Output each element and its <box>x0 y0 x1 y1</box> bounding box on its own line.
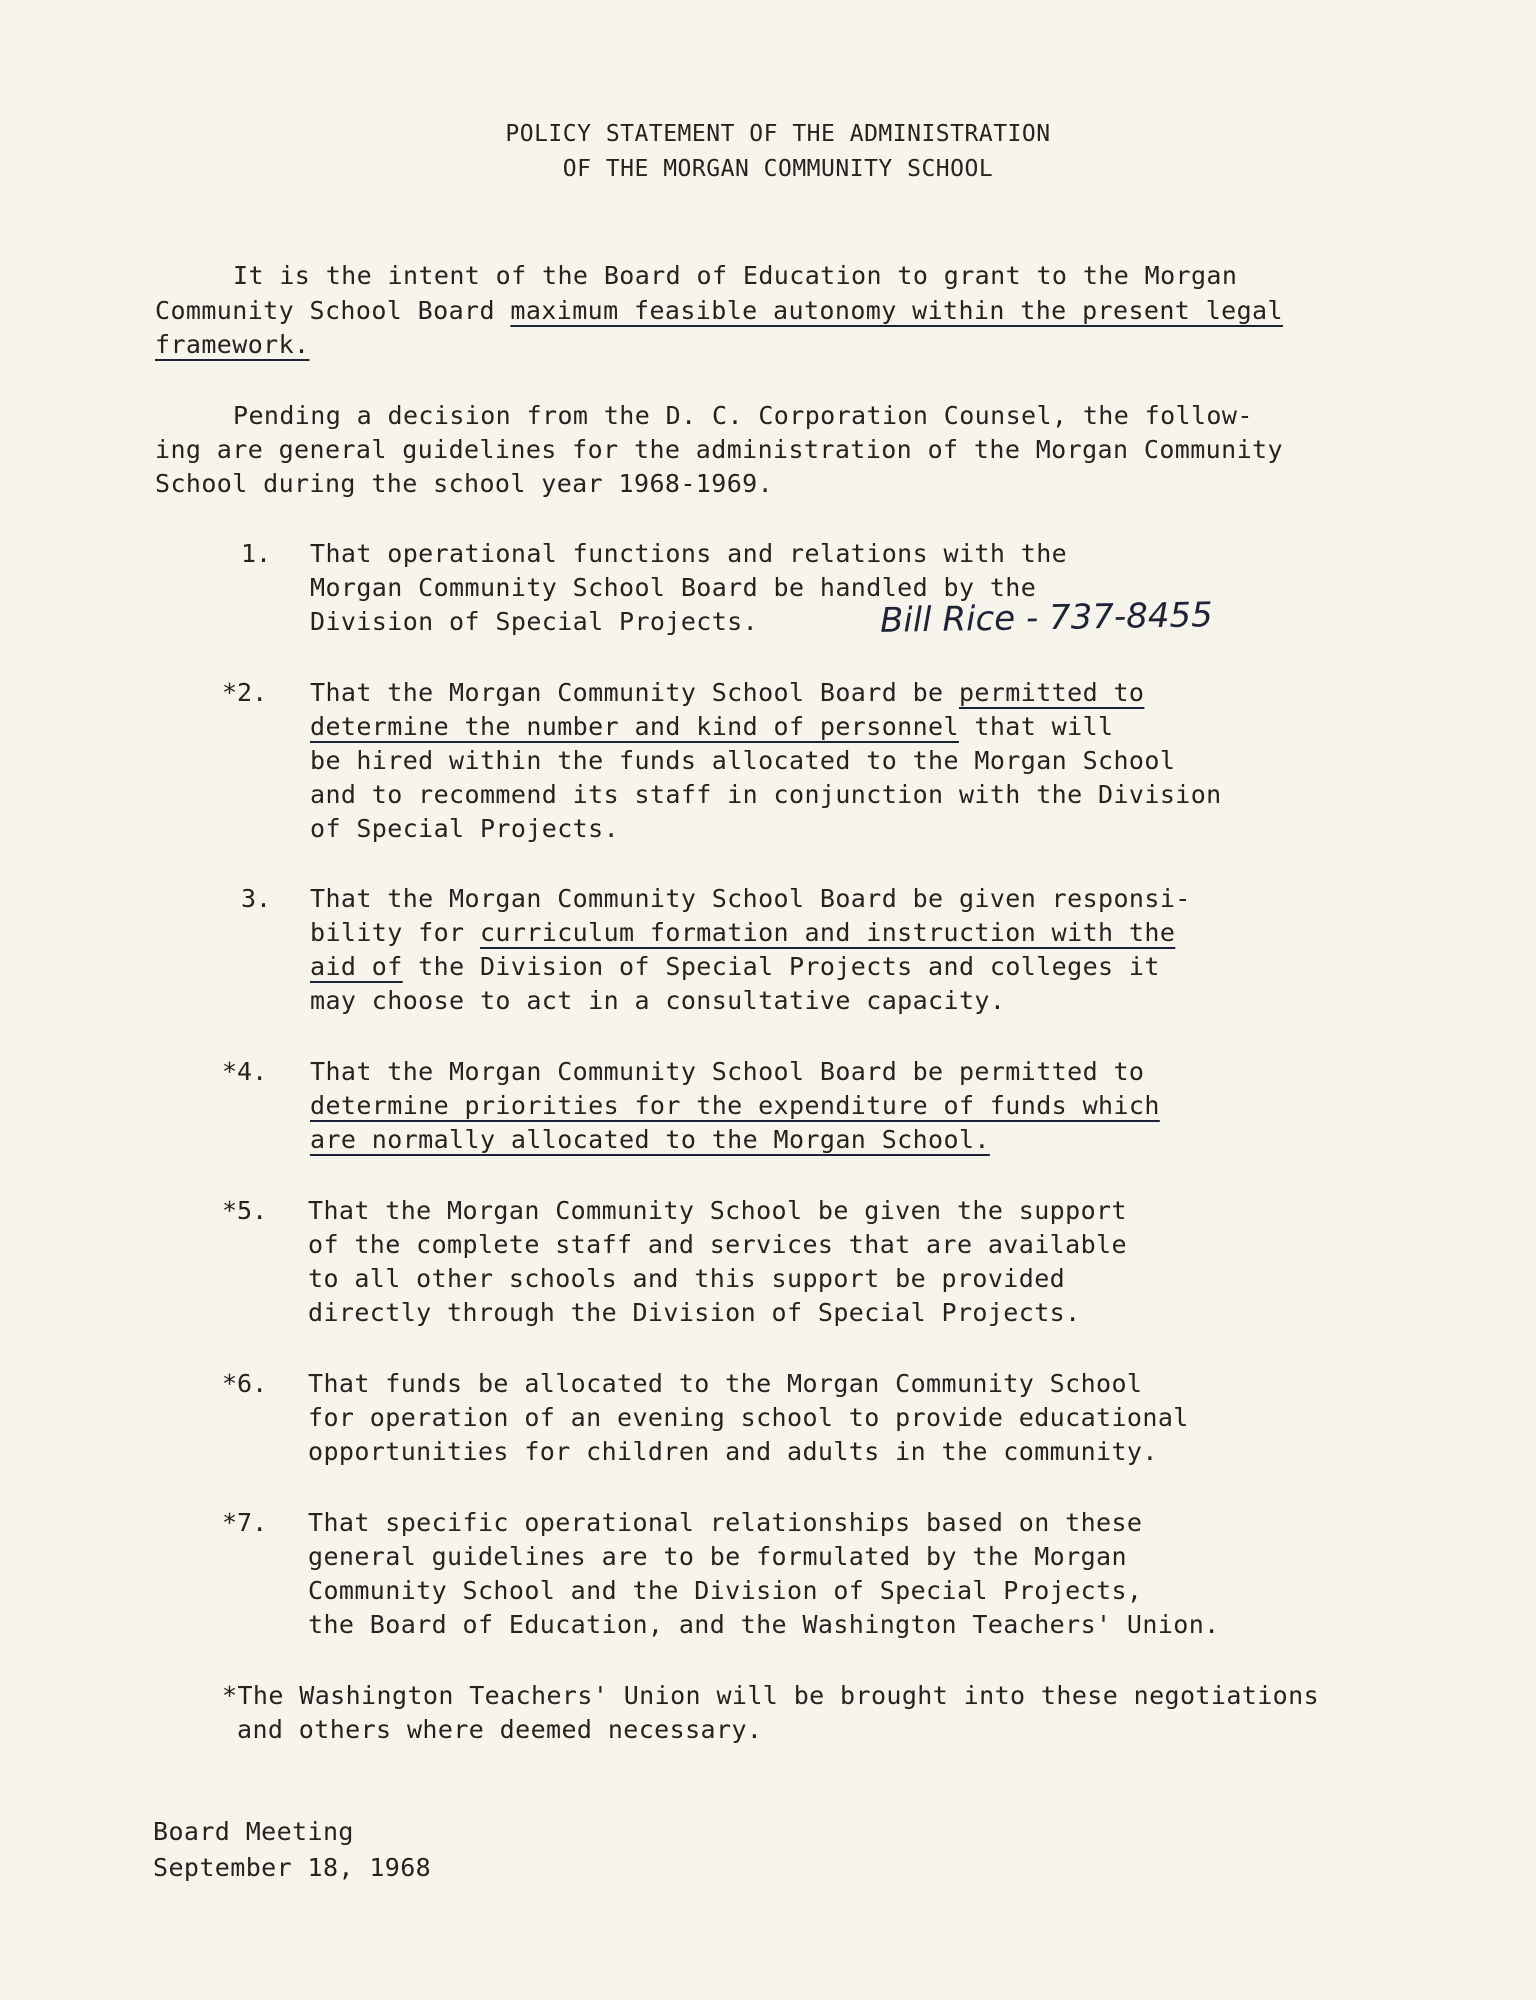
item-2-line-2-text: that will <box>958 712 1114 741</box>
item-3-line-1: That the Morgan Community School Board be given responsi- <box>310 884 1191 913</box>
item-5-number: *5. <box>222 1196 268 1225</box>
item-7-line-4: the Board of Education, and the Washington Teachers' Union. <box>308 1610 1220 1639</box>
item-1-line-3: Division of Special Projects. <box>310 607 759 636</box>
handwritten-note: Bill Rice - 737-8455 <box>879 595 1214 641</box>
item-3-line-2-text: bility for <box>310 918 480 947</box>
item-3-line-3 <box>310 950 1160 984</box>
item-3-line-2 <box>310 916 1175 950</box>
item-6-line-1: That funds be allocated to the Morgan Community School <box>308 1369 1143 1398</box>
item-3-underlined-aid-of: aid of <box>310 952 403 981</box>
item-7-number: *7. <box>222 1508 268 1537</box>
intro-p1-line-1: It is the intent of the Board of Education to grant to the Morgan <box>233 261 1238 290</box>
item-1-line-2: Morgan Community School Board be handled by the <box>310 573 1037 602</box>
item-3-line-3-text: the Division of Special Projects and colleges it <box>402 952 1160 981</box>
item-2-underlined-permitted: permitted to <box>958 678 1145 707</box>
intro-p1-line-2-text: Community School Board <box>155 296 511 325</box>
item-4-line-2 <box>310 1089 1160 1123</box>
title-line-2: OF THE MORGAN COMMUNITY SCHOOL <box>562 156 994 182</box>
intro-p1-underlined-phrase: maximum feasible autonomy within the present legal <box>510 296 1283 325</box>
item-2-line-5: of Special Projects. <box>310 814 620 843</box>
item-7-line-3: Community School and the Division of Special Projects, <box>308 1576 1143 1605</box>
item-3-underlined-curriculum: curriculum formation and instruction with the <box>479 918 1176 947</box>
item-7-line-2: general guidelines are to be formulated by the Morgan <box>308 1542 1127 1571</box>
item-4-line-1: That the Morgan Community School Board be permitted to <box>310 1057 1145 1086</box>
intro-p1-underlined-framework: framework. <box>155 330 310 359</box>
item-4-underlined-priorities: determine priorities for the expenditure of funds which <box>310 1091 1160 1120</box>
item-5-line-1: That the Morgan Community School be given the support <box>308 1196 1127 1225</box>
item-4-underlined-allocated: are normally allocated to the Morgan School. <box>310 1125 990 1154</box>
intro-p2-line-3: School during the school year 1968-1969. <box>155 469 774 498</box>
item-2-underlined-personnel: determine the number and kind of personnel <box>310 712 959 741</box>
item-6-line-3: opportunities for children and adults in the community. <box>308 1437 1158 1466</box>
item-2-line-3: be hired within the funds allocated to the Morgan School <box>310 746 1176 775</box>
item-5-line-2: of the complete staff and services that are available <box>308 1230 1127 1259</box>
item-5-line-4: directly through the Division of Special Projects. <box>308 1298 1081 1327</box>
footnote-line-1: *The Washington Teachers' Union will be brought into these negotiations <box>222 1681 1320 1710</box>
item-1-number: 1. <box>241 539 272 568</box>
item-2-line-1 <box>310 676 1144 710</box>
meeting-date: September 18, 1968 <box>153 1853 432 1882</box>
item-4-line-3 <box>310 1123 990 1157</box>
item-7-line-1: That specific operational relationships based on these <box>308 1508 1143 1537</box>
item-2-line-2 <box>310 710 1113 744</box>
item-6-line-2: for operation of an evening school to provide educational <box>308 1403 1189 1432</box>
board-meeting-label: Board Meeting <box>153 1817 354 1846</box>
item-3-line-4: may choose to act in a consultative capacity. <box>310 986 1006 1015</box>
intro-p1-line-2 <box>155 294 1283 328</box>
item-4-number: *4. <box>222 1057 268 1086</box>
item-2-line-1-text: That the Morgan Community School Board be <box>310 678 959 707</box>
item-3-number: 3. <box>241 884 272 913</box>
item-2-line-4: and to recommend its staff in conjunction with the Division <box>310 780 1222 809</box>
title-line-1: POLICY STATEMENT OF THE ADMINISTRATION <box>505 121 1051 147</box>
intro-p2-line-2: ing are general guidelines for the administration of the Morgan Community <box>155 435 1283 464</box>
item-6-number: *6. <box>222 1369 268 1398</box>
intro-p2-line-1: Pending a decision from the D. C. Corporation Counsel, the follow- <box>233 401 1253 430</box>
footnote-line-2: and others where deemed necessary. <box>237 1715 763 1744</box>
item-1-line-1: That operational functions and relations with the <box>310 539 1068 568</box>
item-5-line-3: to all other schools and this support be provided <box>308 1264 1066 1293</box>
intro-p1-line-3 <box>155 328 310 362</box>
item-2-number: *2. <box>222 678 268 707</box>
